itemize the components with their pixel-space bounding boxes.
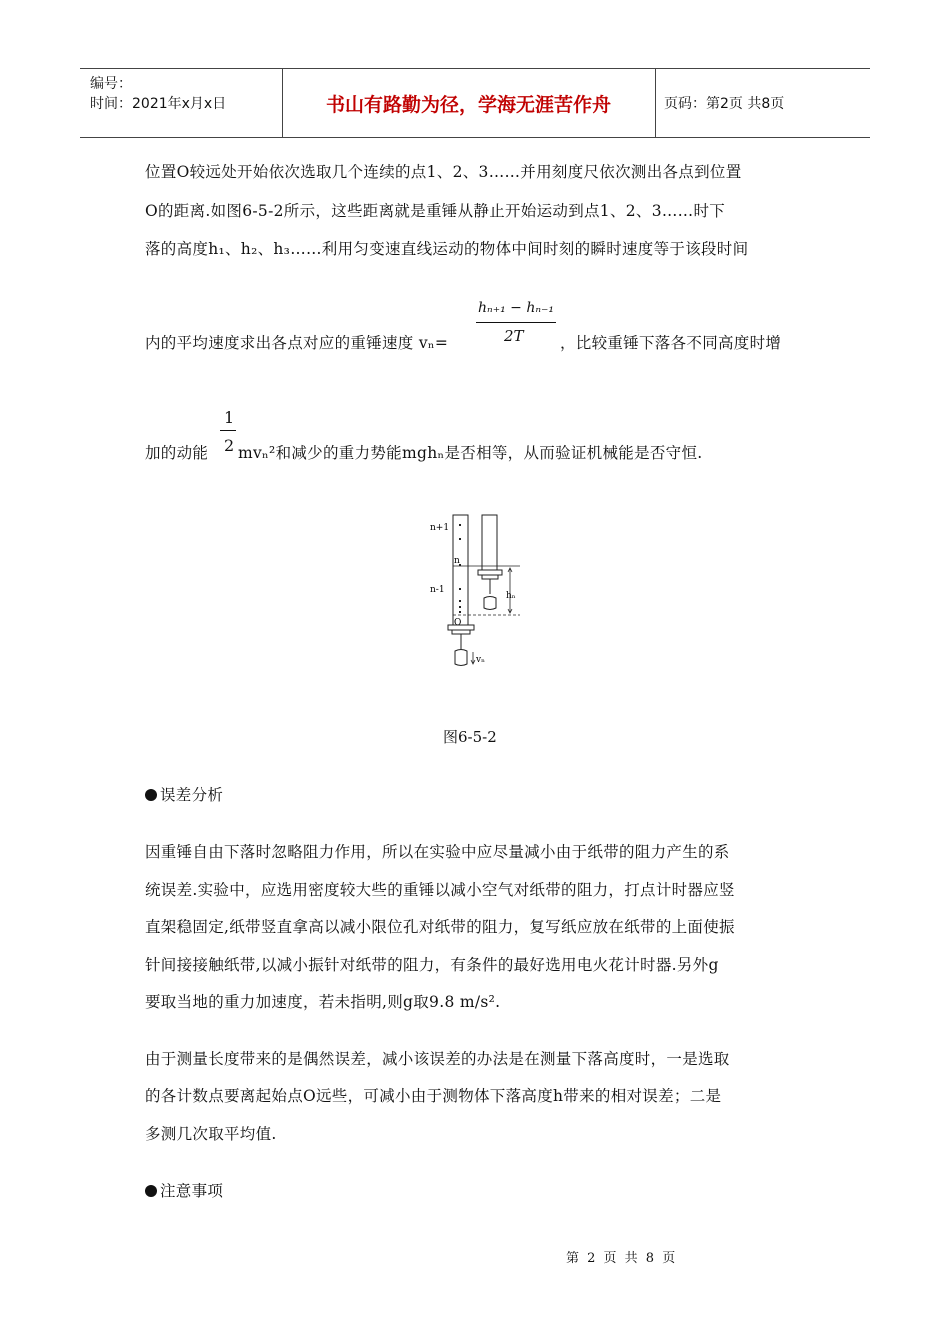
formula-numerator: hₙ₊₁ − hₙ₋₁: [478, 300, 555, 316]
paragraph-line: mvₙ²和减少的重力势能mghₙ是否相等，从而验证机械能是否守恒.: [238, 444, 703, 462]
formula-denominator: 2T: [504, 327, 524, 345]
figure-6-5-2: [420, 508, 530, 673]
paragraph-line: 多测几次取平均值.: [145, 1125, 277, 1143]
label-n: n: [454, 556, 460, 566]
formula-fraction-bar: [476, 322, 556, 323]
section-title: 误差分析: [160, 786, 224, 804]
paragraph-line: 的各计数点要离起始点O远些，可减小由于测物体下落高度h带来的相对误差；二是: [145, 1087, 722, 1105]
half-numerator: 1: [224, 408, 235, 427]
paragraph-line: 统误差.实验中，应选用密度较大些的重锤以减小空气对纸带的阻力，打点计时器应竖: [145, 881, 735, 899]
label-v: vₙ: [476, 655, 485, 665]
header-motto: 书山有路勤为径，学海无涯苦作舟: [282, 69, 656, 137]
paragraph-line: 要取当地的重力加速度，若未指明,则g取9.8 m/s².: [145, 993, 501, 1011]
paragraph-line: 位置O较远处开始依次选取几个连续的点1、2、3……并用刻度尺依次测出各点到位置: [145, 163, 742, 181]
page-header: [80, 68, 870, 138]
paragraph-line: ，比较重锤下落各不同高度时增: [560, 334, 782, 352]
paragraph-line: 直架稳固定,纸带竖直拿高以减小限位孔对纸带的阻力，复写纸应放在纸带的上面使振: [145, 918, 735, 936]
paragraph-line: 加的动能: [145, 444, 209, 462]
label-h: hₙ: [506, 591, 516, 601]
label-o: O: [454, 618, 462, 628]
section-title: 注意事项: [160, 1182, 224, 1200]
half-denominator: 2: [224, 436, 235, 455]
label-n-minus-1: n-1: [430, 585, 445, 595]
header-page-info: 页码：第2页 共8页: [664, 96, 785, 112]
document-date: 时间：2021年x月x日: [90, 96, 227, 112]
figure-caption: 图6-5-2: [443, 728, 497, 746]
section-heading-error-analysis: [145, 783, 223, 805]
paragraph-line: 落的高度h₁、h₂、h₃……利用匀变速直线运动的物体中间时刻的瞬时速度等于该段时间: [145, 240, 749, 258]
paragraph-line: 针间接接触纸带,以减小振针对纸带的阻力，有条件的最好选用电火花计时器.另外g: [145, 956, 719, 974]
bullet-icon: [145, 789, 157, 801]
half-fraction-bar: [220, 430, 236, 431]
bullet-icon: [145, 1185, 157, 1197]
paragraph-line: 由于测量长度带来的是偶然误差，减小该误差的办法是在测量下落高度时，一是选取: [145, 1050, 730, 1068]
document-number-label: 编号：: [90, 76, 132, 92]
paragraph-line: 内的平均速度求出各点对应的重锤速度 vₙ=: [145, 334, 449, 352]
header-info-cell: [80, 69, 283, 137]
label-n-plus-1: n+1: [430, 523, 450, 533]
paragraph-line: 因重锤自由下落时忽略阻力作用，所以在实验中应尽量减小由于纸带的阻力产生的系: [145, 843, 730, 861]
paragraph-line: O的距离.如图6-5-2所示，这些距离就是重锤从静止开始运动到点1、2、3……时下: [145, 202, 726, 220]
section-heading-notes: [145, 1179, 223, 1201]
page-footer: 第 2 页 共 8 页: [566, 1251, 678, 1266]
